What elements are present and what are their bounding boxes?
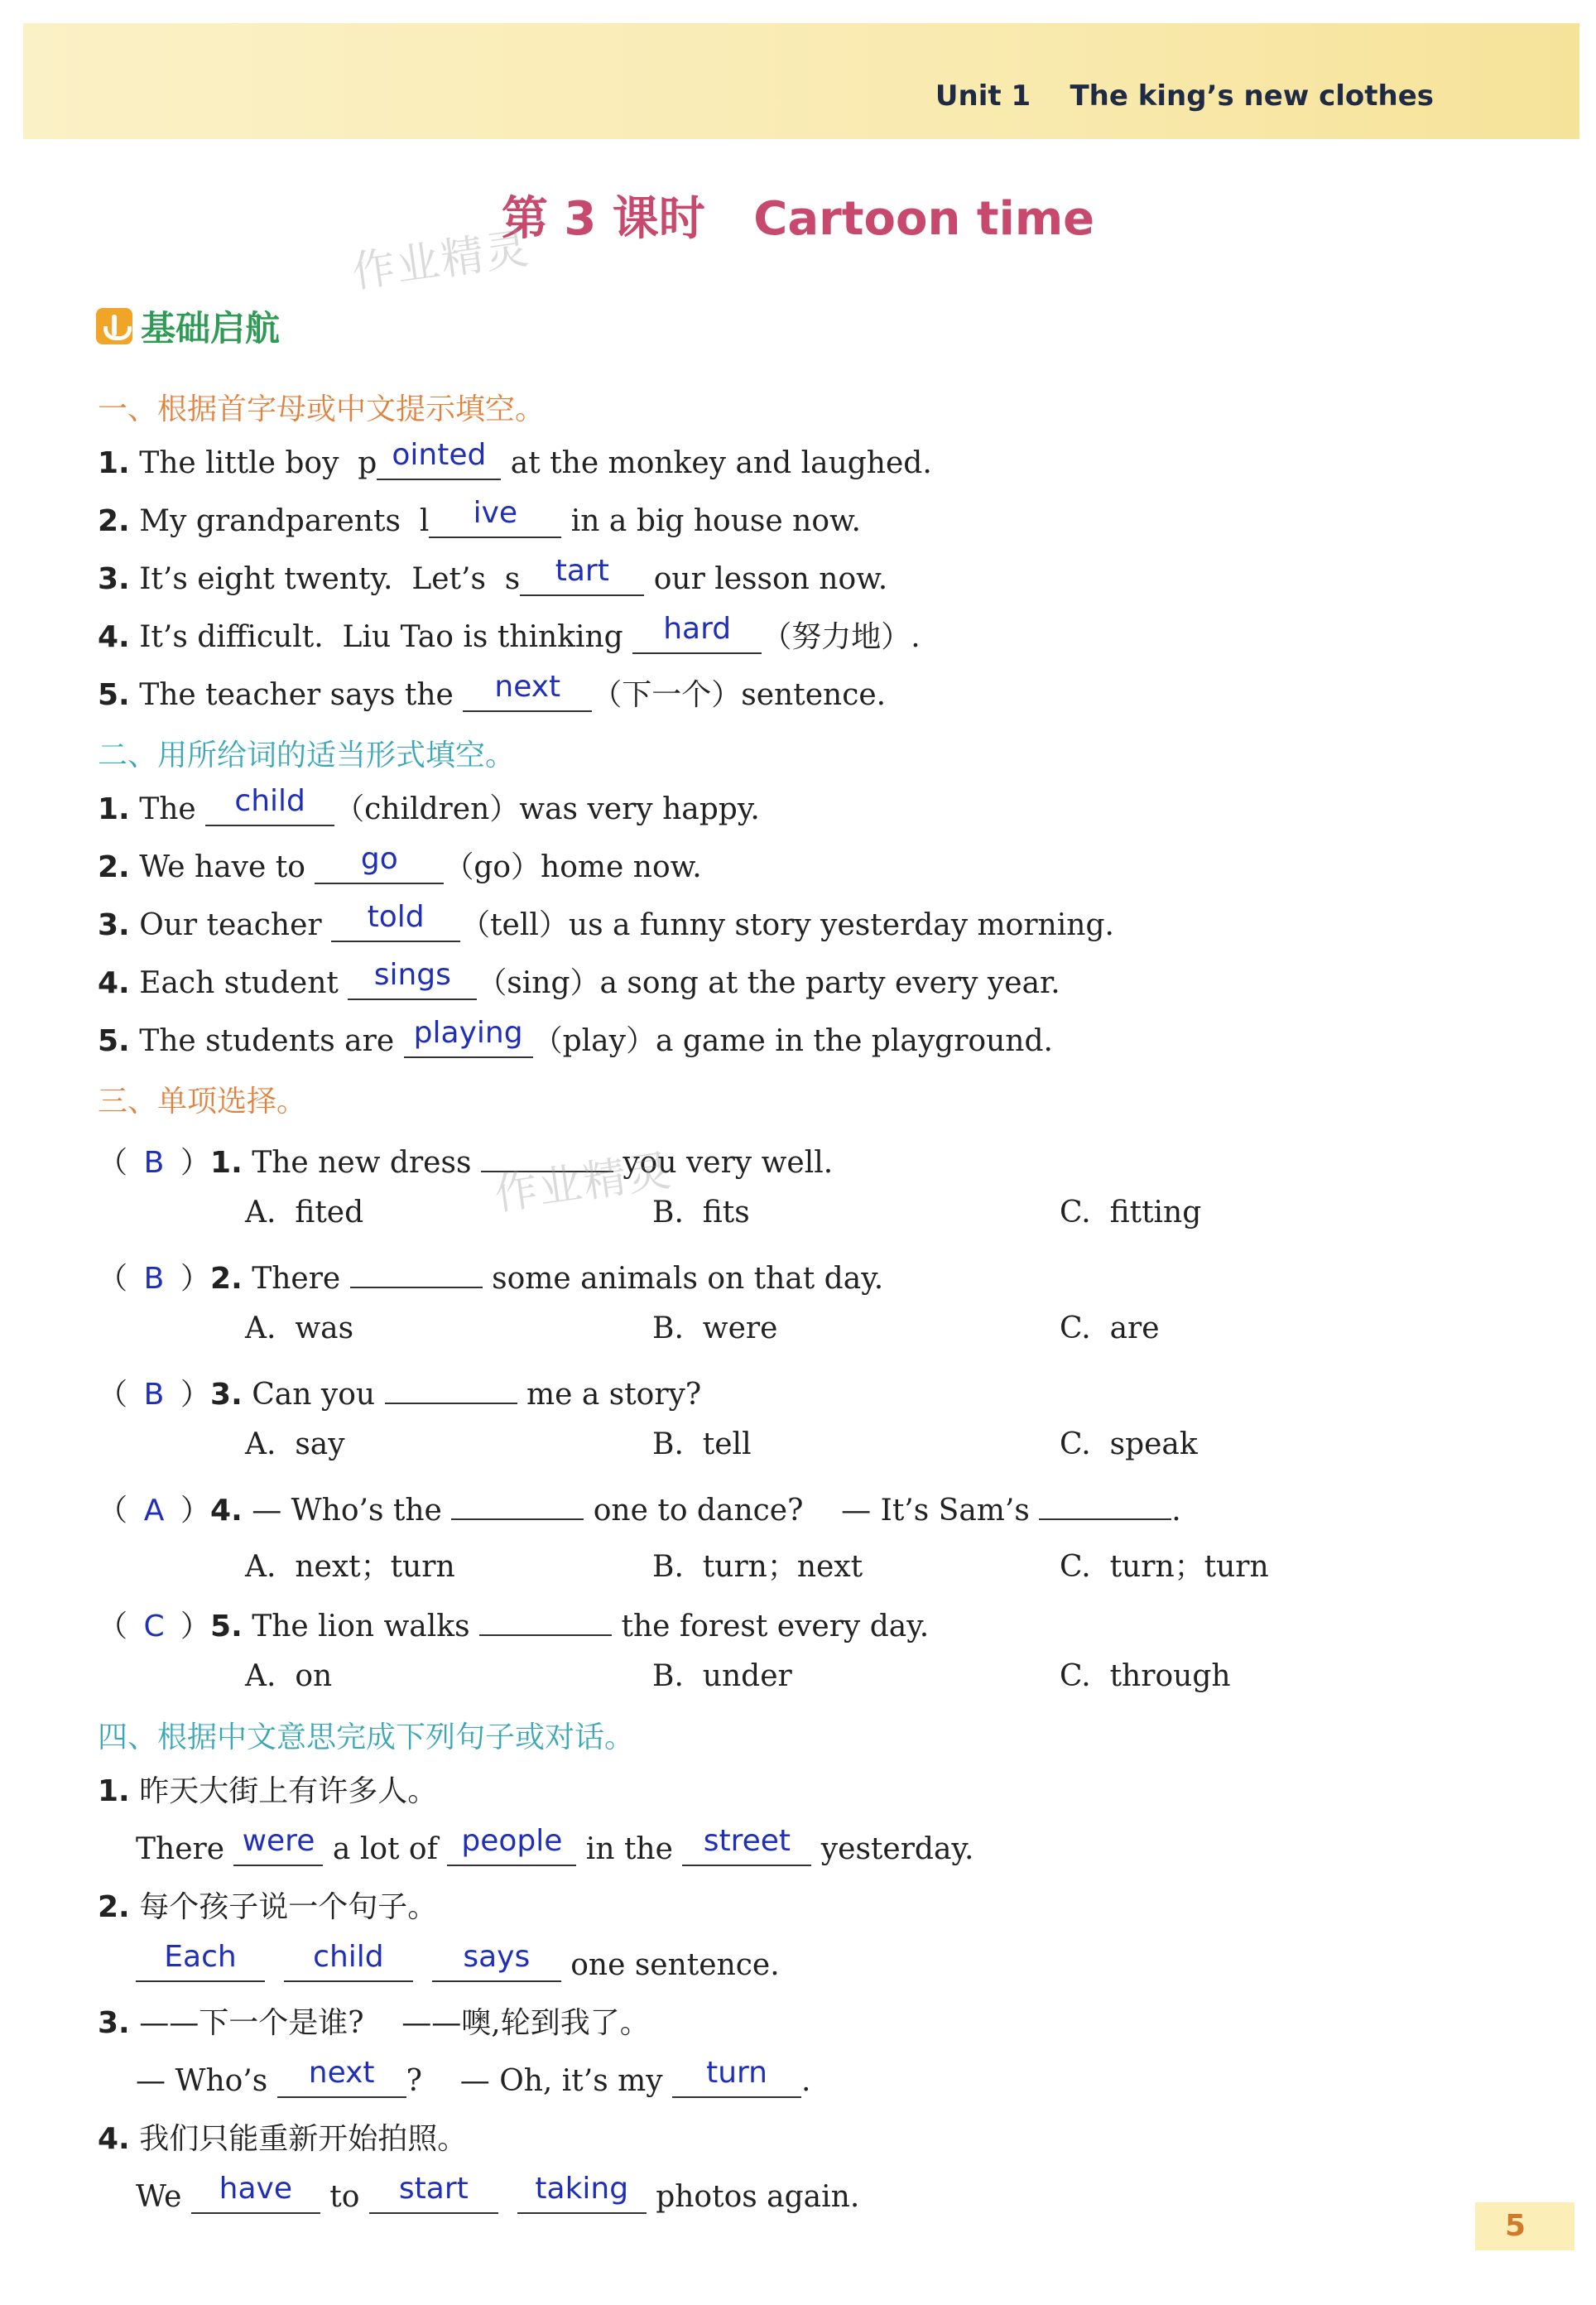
page-number: 5 <box>1475 2202 1574 2250</box>
option-b[interactable]: B. turn；next <box>652 1550 863 1584</box>
answer-blank[interactable]: next <box>463 677 592 712</box>
choice-answer[interactable]: B <box>143 1146 165 1180</box>
answer-blank[interactable]: were <box>233 1831 323 1866</box>
option-a[interactable]: A. say <box>245 1427 345 1461</box>
mc-question-5: （ C ）5. The lion walks the forest every day. <box>98 1601 929 1645</box>
lesson-title: 第 3 课时 Cartoon time <box>501 192 1095 246</box>
choice-answer[interactable]: B <box>143 1262 165 1296</box>
part1-item-4: 4. It’s difficult. Liu Tao is thinking hard （努力地）. <box>98 612 921 654</box>
option-b[interactable]: B. fits <box>652 1196 750 1229</box>
option-b[interactable]: B. tell <box>652 1427 752 1461</box>
part2-heading: 二、用所给词的适当形式填空。 <box>98 739 516 772</box>
answer-blank[interactable]: tart <box>520 561 644 596</box>
answer-blank[interactable]: street <box>682 1831 811 1866</box>
choice-answer[interactable]: A <box>143 1494 165 1528</box>
mc-question-1: （ B ）1. The new dress you very well. <box>98 1138 833 1181</box>
answer-blank[interactable]: sings <box>348 965 477 1000</box>
unit-header: Unit 1 The king’s new clothes <box>935 79 1434 113</box>
answer-blank[interactable] <box>451 1485 584 1520</box>
answer-blank[interactable] <box>1039 1485 1171 1520</box>
mc-question-3: （ B ）3. Can you me a story? <box>98 1369 701 1413</box>
answer-blank[interactable]: ointed <box>377 445 501 480</box>
part1-heading: 一、根据首字母或中文提示填空。 <box>98 392 546 426</box>
part1-item-1: 1. The little boy p ointed at the monkey and laughed. <box>98 438 932 480</box>
part2-item-5: 5. The students are playing （play）a game in the playground. <box>98 1016 1053 1058</box>
part1-item-5: 5. The teacher says the next （下一个）sentence. <box>98 670 887 712</box>
translation-en-2: Each child says one sentence. <box>136 1947 780 1984</box>
translation-en-3: — Who’s next ? — Oh, it’s my turn . <box>136 2056 811 2098</box>
part2-item-3: 3. Our teacher told （tell）us a funny story yesterday morning. <box>98 900 1114 942</box>
choice-answer[interactable]: C <box>143 1610 165 1643</box>
answer-blank[interactable]: taking <box>517 2179 647 2214</box>
option-a[interactable]: A. next；turn <box>245 1550 455 1584</box>
choice-answer[interactable]: B <box>143 1378 165 1412</box>
section-heading <box>96 301 280 351</box>
translation-en-4: We have to start taking photos again. <box>136 2172 860 2214</box>
answer-blank[interactable]: turn <box>672 2063 801 2098</box>
watermark: 作业精灵 <box>349 224 533 298</box>
translation-cn-3: 3. ——下一个是谁? ——噢,轮到我了。 <box>98 2006 650 2040</box>
option-c[interactable]: C. speak <box>1060 1427 1198 1461</box>
section-title: 基础启航 <box>141 308 281 349</box>
option-c[interactable]: C. are <box>1060 1311 1160 1345</box>
answer-blank[interactable]: child <box>205 792 334 826</box>
answer-blank[interactable]: people <box>447 1831 576 1866</box>
answer-blank[interactable] <box>350 1254 483 1288</box>
answer-blank[interactable] <box>385 1369 517 1404</box>
part1-item-2: 2. My grandparents l ive in a big house now. <box>98 496 861 538</box>
option-b[interactable]: B. were <box>652 1311 778 1345</box>
option-a[interactable]: A. was <box>245 1311 354 1345</box>
answer-blank[interactable]: Each <box>136 1947 265 1982</box>
answer-blank[interactable]: child <box>284 1947 413 1982</box>
translation-en-1: There were a lot of people in the street yesterday. <box>136 1824 974 1866</box>
part2-item-4: 4. Each student sings （sing）a song at the party every year. <box>98 958 1060 1000</box>
answer-blank[interactable] <box>479 1601 612 1636</box>
part2-item-1: 1. The child （children）was very happy. <box>98 784 760 826</box>
option-a[interactable]: A. on <box>245 1659 333 1693</box>
answer-blank[interactable]: go <box>315 849 444 884</box>
translation-cn-2: 2. 每个孩子说一个句子。 <box>98 1890 438 1924</box>
answer-blank[interactable]: says <box>432 1947 561 1982</box>
option-c[interactable]: C. turn；turn <box>1060 1550 1269 1584</box>
part4-heading: 四、根据中文意思完成下列句子或对话。 <box>98 1720 635 1754</box>
anchor-icon <box>96 308 132 344</box>
option-b[interactable]: B. under <box>652 1659 792 1693</box>
answer-blank[interactable]: playing <box>404 1023 533 1058</box>
answer-blank[interactable]: start <box>369 2179 498 2214</box>
part1-item-3: 3. It’s eight twenty. Let’s s tart our lesson now. <box>98 554 888 596</box>
mc-question-4: （ A ）4. — Who’s the one to dance? — It’s Sam’s . <box>98 1485 1181 1529</box>
answer-blank[interactable]: have <box>191 2179 320 2214</box>
answer-blank[interactable]: told <box>331 907 460 942</box>
part2-item-2: 2. We have to go （go）home now. <box>98 842 702 884</box>
watermark: 作业精灵 <box>491 1146 675 1220</box>
mc-question-2: （ B ）2. There some animals on that day. <box>98 1254 883 1297</box>
option-a[interactable]: A. fited <box>245 1196 364 1229</box>
answer-blank[interactable]: hard <box>632 619 762 654</box>
part3-heading: 三、单项选择。 <box>98 1085 307 1119</box>
translation-cn-4: 4. 我们只能重新开始拍照。 <box>98 2122 468 2156</box>
option-c[interactable]: C. through <box>1060 1659 1231 1693</box>
translation-cn-1: 1. 昨天大街上有许多人。 <box>98 1774 438 1808</box>
answer-blank[interactable]: ive <box>429 503 561 538</box>
option-c[interactable]: C. fitting <box>1060 1196 1202 1229</box>
answer-blank[interactable]: next <box>277 2063 406 2098</box>
